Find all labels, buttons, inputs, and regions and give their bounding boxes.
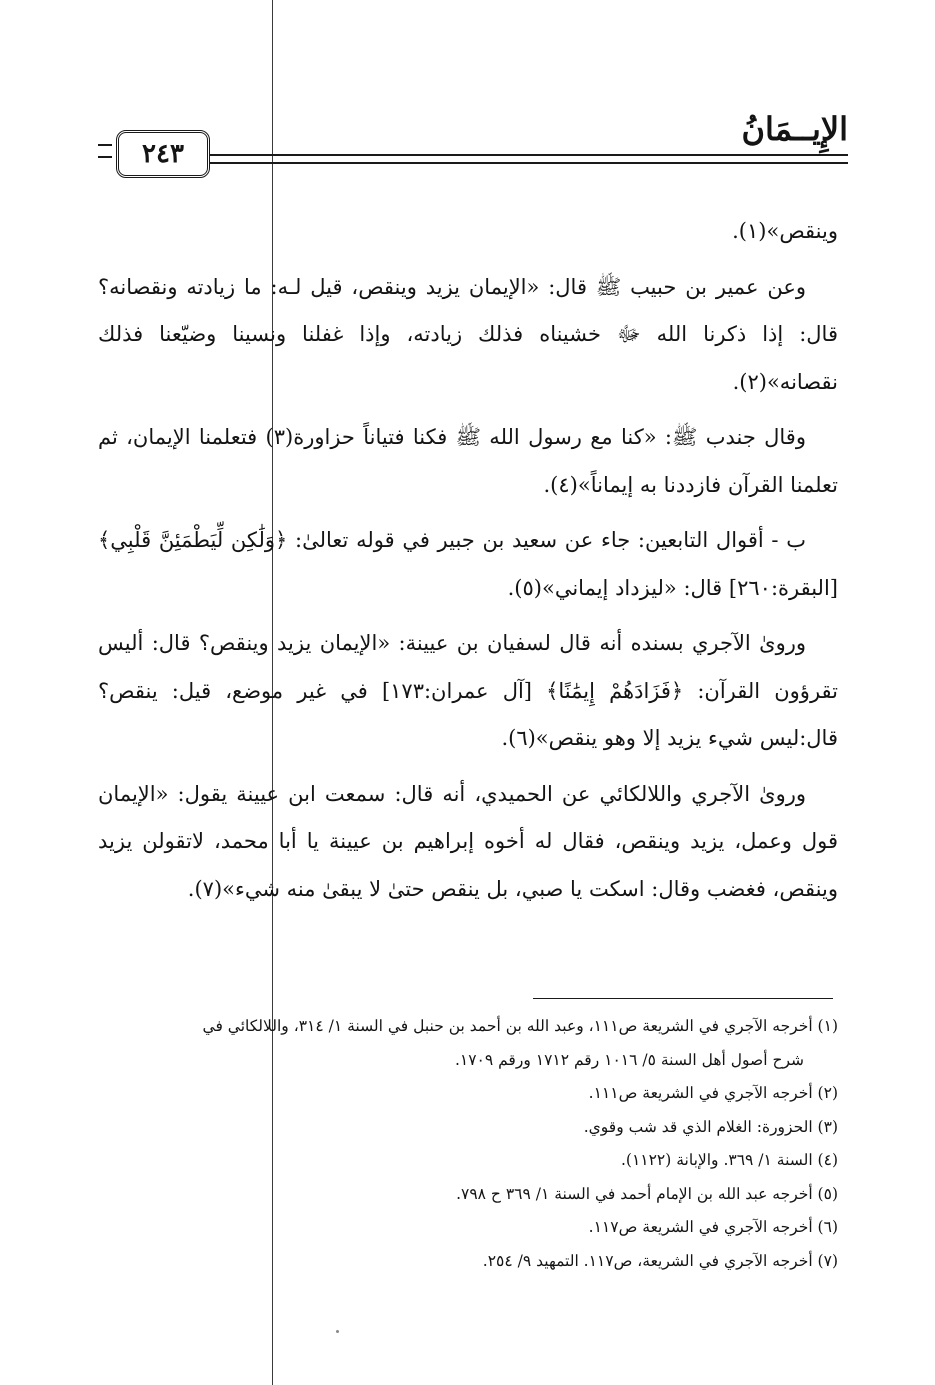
footnote-continuation: شرح أصول أهل السنة ٥/ ١٠١٦ رقم ١٧١٢ ورقم ١٧٠٩. <box>454 1050 804 1069</box>
paragraph: وقال جندب ﷺ: «كنا مع رسول الله ﷺ فكنا فتياناً حزاورة(٣) فتعلمنا الإيمان، ثم تعلمنا القرآن فازددنا به إيماناً»(٤). <box>98 425 838 497</box>
paragraph: وينقص»(١). <box>732 219 838 243</box>
header-rule <box>210 154 848 164</box>
header-rule-end <box>98 144 112 158</box>
running-title: الإِيــمَانُ <box>741 110 848 148</box>
footnote-separator <box>533 998 833 999</box>
footnote: (٥) أخرجه عبد الله بن الإمام أحمد في السنة ١/ ٣٦٩ ح ٧٩٨. <box>456 1184 838 1203</box>
scan-speck <box>336 1330 339 1333</box>
page-header <box>98 110 848 190</box>
footnote: (٣) الحزورة: الغلام الذي قد شب وقوي. <box>583 1117 838 1136</box>
paragraph: وروىٰ الآجري واللالكائي عن الحميدي، أنه قال: سمعت ابن عيينة يقول: «الإيمان قول وعمل، يزيد وينقص، فقال له أخوه إبراهيم بن عيينة يا أبا محمد، لاتقولن يزيد وينقص، فغضب وقال: اسكت يا صبي، بل ينقص حتىٰ لا يبقىٰ منه شيء»(٧). <box>98 781 838 901</box>
paragraph: وعن عمير بن حبيب ﷺ قال: «الإيمان يزيد وينقص، قيل لـه: ما زيادته ونقصانه؟ قال: إذا ذكرنا الله ﷻ خشيناه فذلك زيادته، وإذا غفلنا ونسينا وضيّعنا فذلك نقصانه»(٢). <box>98 274 838 394</box>
footnote: (٢) أخرجه الآجري في الشريعة ص١١١. <box>588 1084 838 1102</box>
footnotes <box>98 1010 838 1278</box>
footnote: (١) أخرجه الآجري في الشريعة ص١١١، وعبد الله بن أحمد بن حنبل في السنة ١/ ٣١٤، واللالكائي في <box>202 1017 838 1035</box>
paragraph: وروىٰ الآجري بسنده أنه قال لسفيان بن عيينة: «الإيمان يزيد وينقص؟ قال: أليس تقرؤون القرآن: ﴿فَزَادَهُمْ إِيمَٰنًا﴾ [آل عمران:١٧٣] في غير موضع، قيل: ينقص؟ قال:ليس شيء يزيد إلا وهو ينقص»(٦). <box>98 631 838 750</box>
footnote: (٤) السنة ١/ ٣٦٩. والإبانة (١١٢٢). <box>620 1151 838 1169</box>
footnote: (٧) أخرجه الآجري في الشريعة، ص١١٧. التمهيد ٩/ ٢٥٤. <box>482 1251 838 1270</box>
footnote: (٦) أخرجه الآجري في الشريعة ص١١٧. <box>588 1218 838 1236</box>
paragraph: ب - أقوال التابعين: جاء عن سعيد بن جبير في قوله تعالىٰ: ﴿وَلَٰكِن لِّيَطْمَئِنَّ قَلْبِي﴾[البقرة:٢٦٠] قال: «ليزداد إيماني»(٥). <box>98 528 838 600</box>
page-number: ٢٤٣ <box>116 130 210 178</box>
main-text <box>98 208 838 921</box>
